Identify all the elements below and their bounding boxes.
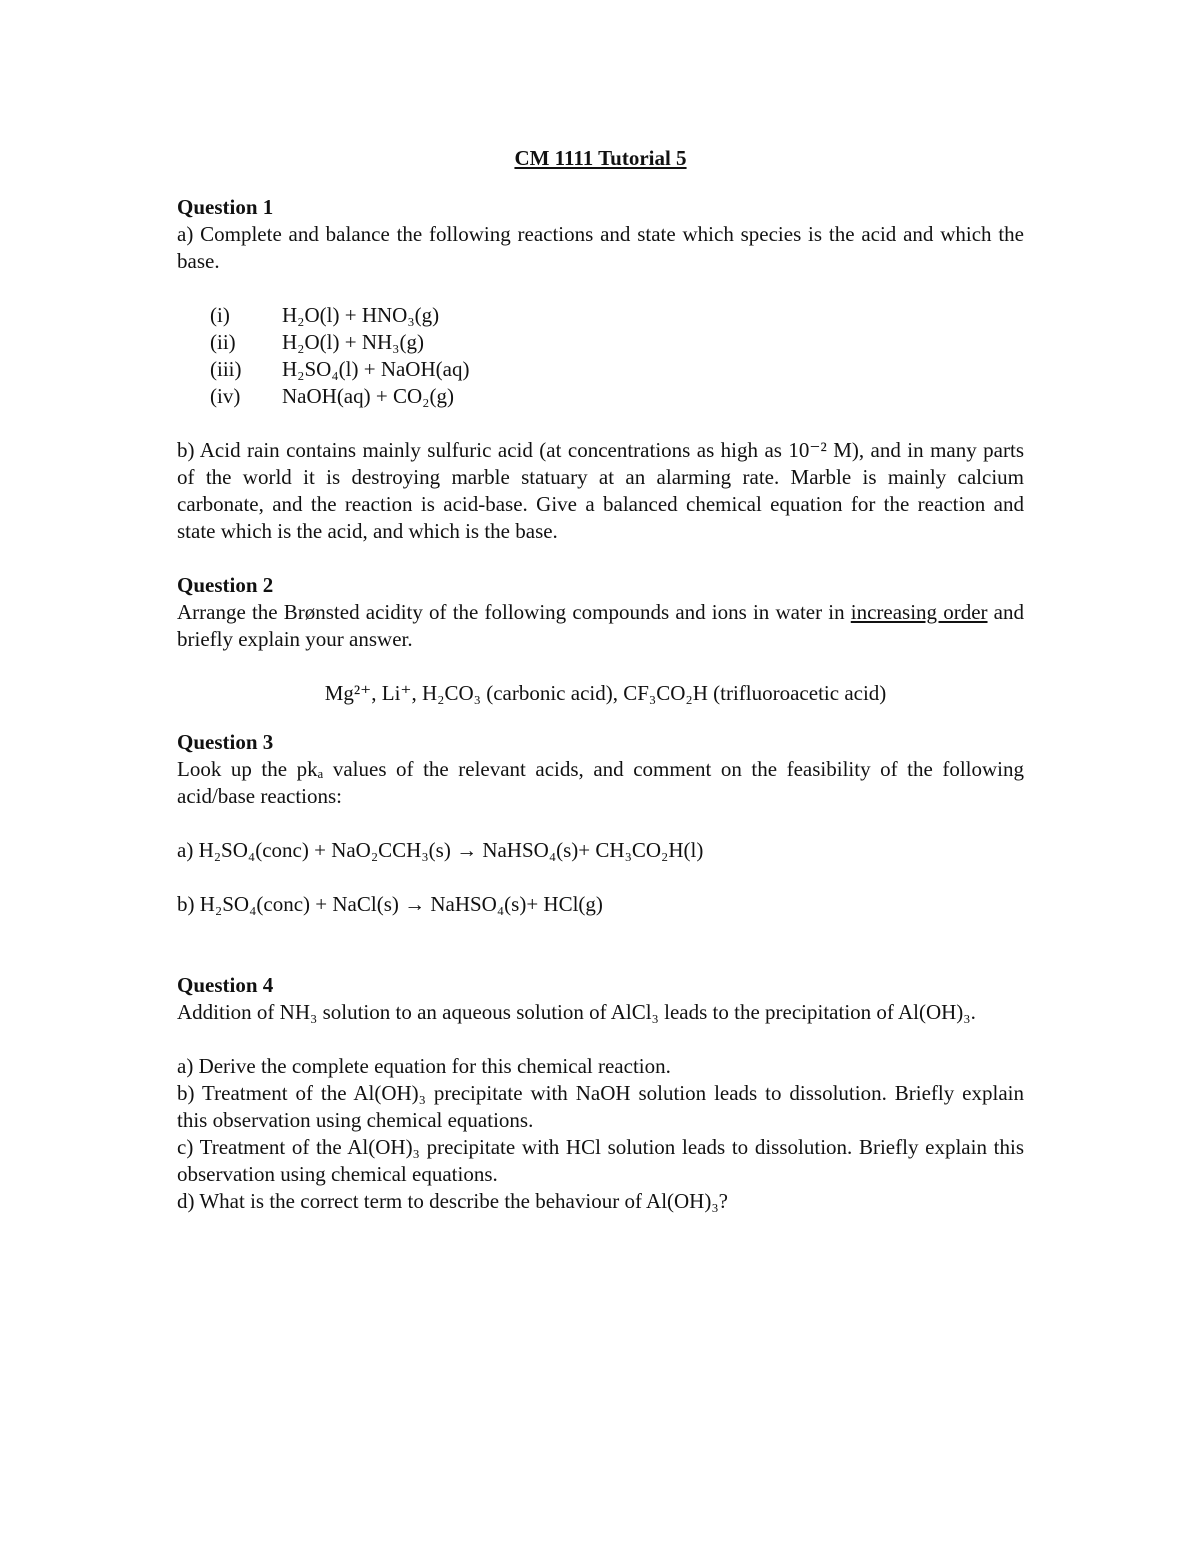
question-2-text bbox=[177, 599, 1024, 653]
question-3-text: Look up the pkₐ values of the relevant acids, and comment on the feasibility of the following acid/base reactions: bbox=[177, 757, 1024, 808]
reaction-iii bbox=[177, 356, 1024, 383]
reaction-number: (i) bbox=[210, 303, 230, 327]
question-1b-text: b) Acid rain contains mainly sulfuric acid (at concentrations as high as 10⁻² M), and in many parts of the world it is destroying marble statuary at an alarming rate. Marble is mainly calcium carbonate, and the reaction is acid-base. Give a balanced chemical equation for the reaction and state which is the acid, and which is the base. bbox=[177, 438, 1024, 543]
question-1a-text: a) Complete and balance the following reactions and state which species is the acid and which the base. bbox=[177, 222, 1024, 273]
reaction-equation: H₂O(l) + NH₃(g) bbox=[282, 330, 424, 354]
reaction-equation: NaOH(aq) + CO₂(g) bbox=[282, 384, 454, 408]
reaction-equation: H₂SO₄(l) + NaOH(aq) bbox=[282, 357, 470, 381]
question-2-text-before: Arrange the Brønsted acidity of the following compounds and ions in water in bbox=[177, 600, 851, 624]
reaction-i bbox=[177, 302, 1024, 329]
question-1-heading: Question 1 bbox=[177, 195, 274, 219]
question-4b: b) Treatment of the Al(OH)₃ precipitate with NaOH solution leads to dissolution. Briefly explain this observation using chemical equations. bbox=[177, 1081, 1024, 1132]
document-title: CM 1111 Tutorial 5 bbox=[514, 146, 687, 170]
reaction-iv bbox=[177, 383, 1024, 410]
question-4c: c) Treatment of the Al(OH)₃ precipitate with HCl solution leads to dissolution. Briefly explain this observation using chemical equations. bbox=[177, 1135, 1024, 1186]
question-2-underlined: increasing order bbox=[850, 600, 988, 624]
question-3a-equation: a) H₂SO₄(conc) + NaO₂CCH₃(s) → NaHSO₄(s)+ CH₃CO₂H(l) bbox=[177, 838, 704, 862]
question-4a: a) Derive the complete equation for this chemical reaction. bbox=[177, 1054, 671, 1078]
question-4-heading: Question 4 bbox=[177, 973, 274, 997]
question-4d: d) What is the correct term to describe the behaviour of Al(OH)₃? bbox=[177, 1189, 728, 1213]
question-2-species: Mg²⁺, Li⁺, H₂CO₃ (carbonic acid), CF₃CO₂H (trifluoroacetic acid) bbox=[324, 681, 887, 705]
question-4-text: Addition of NH₃ solution to an aqueous solution of AlCl₃ leads to the precipitation of Al(OH)₃. bbox=[177, 1000, 976, 1024]
question-2-heading: Question 2 bbox=[177, 573, 274, 597]
document-content bbox=[177, 145, 1024, 1215]
reaction-equation: H₂O(l) + HNO₃(g) bbox=[282, 303, 440, 327]
reaction-ii bbox=[177, 329, 1024, 356]
question-3-heading: Question 3 bbox=[177, 730, 274, 754]
question-2-text-after: and briefly explain your answer. bbox=[177, 600, 1024, 651]
question-3b-equation: b) H₂SO₄(conc) + NaCl(s) → NaHSO₄(s)+ HCl(g) bbox=[177, 892, 603, 916]
reaction-number: (ii) bbox=[210, 330, 236, 354]
reaction-number: (iv) bbox=[210, 384, 241, 408]
reaction-number: (iii) bbox=[210, 357, 242, 381]
